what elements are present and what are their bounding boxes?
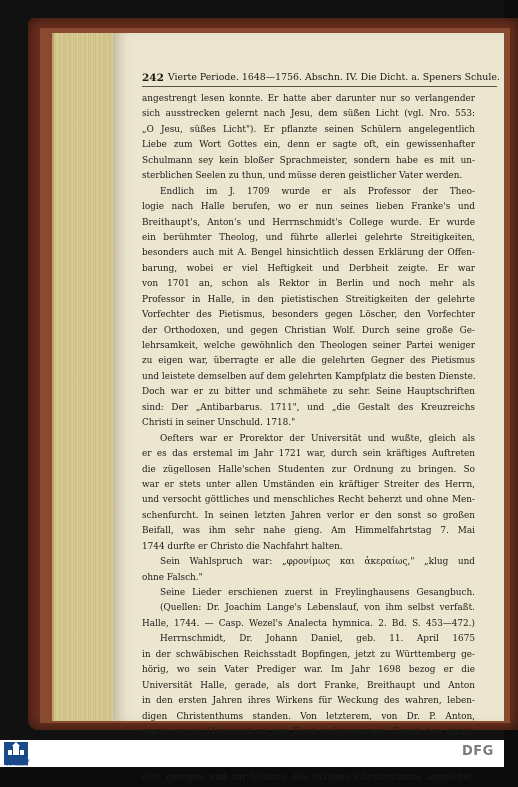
text-line: schenfurcht. In seinen letzten Jahren verlor er den sonst so großen: [142, 510, 475, 521]
text-line: in der schwäbischen Reichsstadt Bopfingen, jetzt zu Württemberg ge-: [142, 649, 475, 660]
text-line: „O Jesu, süßes Licht"). Er pflanzte seinen Schülern angelegentlich: [142, 124, 475, 135]
text-line: sterblichen Seelen zu thun, und müsse deren geistlicher Vater werden.: [142, 171, 463, 182]
text-line: sind: Der „Antibarbarus. 1711", und „die Gestalt des Kreuzreichs: [142, 402, 475, 413]
text-line: besonders auch mit A. Bengel hinsichtlich dessen Erklärung der Offen-: [142, 248, 475, 259]
text-line: Seine Lieder erschienen zuerst in Freylinghausens Gesangbuch.: [160, 588, 475, 598]
text-line: Halle, 1744. — Casp. Wezel's Analecta hymnica. 2. Bd. S. 453—472.): [142, 618, 475, 629]
text-line: Beifall, was ihm sehr nahe gieng. Am Himmelfahrtstag 7. Mai: [142, 526, 475, 537]
text-line: der Orthodoxen, und gegen Christian Wolf. Durch seine große Ge-: [142, 325, 475, 336]
text-line: Liebe zum Wort Gottes ein, denn er sagte oft, ein gewissenhafter: [142, 140, 475, 151]
text-line: Breithaupt's, Anton's und Herrnschmidt's College wurde. Er wurde: [142, 217, 475, 228]
text-line: hörig, wo sein Vater Prediger war. Im Jahr 1698 bezog er die: [142, 665, 475, 676]
text-line: und leistete demselben auf dem gelehrten Kampfplatz die besten Dienste.: [142, 371, 476, 382]
text-line: sich ausstrecken gelernt nach Jesu, dem süßen Licht (vgl. Nro. 553:: [142, 109, 475, 120]
text-line: er es das erstemal im Jahr 1721 war, durch sein kräftiges Auftreten: [142, 449, 475, 460]
text-line: Christi in seiner Unschuld. 1718.": [142, 418, 296, 429]
text-line: und versocht göttliches und menschliches Recht beherzt und ohne Men-: [142, 495, 475, 506]
text-line: Oefters war er Prorektor der Universität und wußte, gleich als: [160, 433, 475, 444]
text-line: Sein Wahlspruch war: „φρονίμως και ἀκεραίως," „klug und: [160, 557, 475, 568]
text-line: angestrengt lesen konnte. Er hatte aber darunter nur so verlangender: [142, 94, 475, 104]
page-number: 242: [142, 72, 164, 84]
library-logo-text: FRANCKESCHE STIFTUNGEN: [4, 759, 30, 767]
text-line: zu eigen war, überragte er alle die gelehrten Gegner des Pietismus: [142, 356, 475, 367]
body-text: [142, 92, 476, 784]
text-line: in den ersten Jahren ihres Wirkens für Weckung des wahren, leben-: [142, 696, 475, 707]
text-line: Schulmann sey kein bloßer Sprachmeister, sondern habe es mit un-: [142, 155, 475, 166]
text-line: von 1701 an, schon als Rektor in Berlin und noch mehr als: [142, 279, 475, 290]
text-line: Herrnschmidt, Dr. Johann Daniel, geb. 11. April 1675: [160, 634, 475, 645]
text-line: (Quellen: Dr. Joachim Lange's Lebenslauf, von ihm selbst verfaßt.: [160, 603, 475, 614]
text-line: ein berühmter Theolog, und führte allerlei gelehrte Streitigkeiten,: [142, 232, 475, 243]
page-edges: [52, 33, 116, 721]
text-line: digen Christenthums standen. Von letzterem, von Dr. P. Anton,: [142, 711, 475, 722]
text-line: 1744 durfte er Christo die Nachfahrt halten.: [142, 541, 343, 552]
page-header: [142, 72, 500, 86]
text-line: lehrsamkeit, welche gewöhnlich den Theologen seiner Partei weniger: [142, 341, 475, 351]
text-line: barung, wobei er viel Heftigkeit und Derbheit zeigte. Er war: [142, 263, 475, 274]
text-line: Universität Halle, gerade, als dort Franke, Breithaupt und Anton: [142, 680, 475, 691]
header-rule: [142, 86, 497, 87]
text-line: Endlich im J. 1709 wurde er als Professor der Theo-: [160, 186, 475, 197]
text-line: Vorfechter des Pietismus, besonders gegen Löscher, den Vorfechter: [142, 310, 475, 321]
text-line: ohne Falsch.": [142, 572, 203, 583]
text-line: wurde er ins Haus und an den Tisch aufgenommen. Durch den christ-: [142, 726, 475, 737]
footer-bar: [0, 740, 504, 767]
text-line: Professor in Halle, in den pietistischen Streitigkeiten der gelehrte: [142, 294, 475, 305]
text-line: war er stets unter allen Umständen ein kräftiger Streiter des Herrn,: [142, 479, 475, 490]
dfg-logo: DFG: [462, 744, 494, 759]
text-line: Gott gezogen und zur Uebung des thätigen Christenthums angeleitet.: [142, 773, 475, 784]
text-line: Doch war er zu bitter und schmähete zu sehr. Seine Hauptschriften: [142, 387, 475, 398]
text-line: logie nach Halle berufen, wo er nun seines lieben Franke's und: [142, 202, 475, 213]
running-title: Vierte Periode. 1648—1756. Abschn. IV. Die Dicht. a. Speners Schule.: [167, 72, 500, 83]
text-line: die zügellosen Halle'schen Studenten zur Ordnung zu bringen. So: [142, 464, 475, 475]
